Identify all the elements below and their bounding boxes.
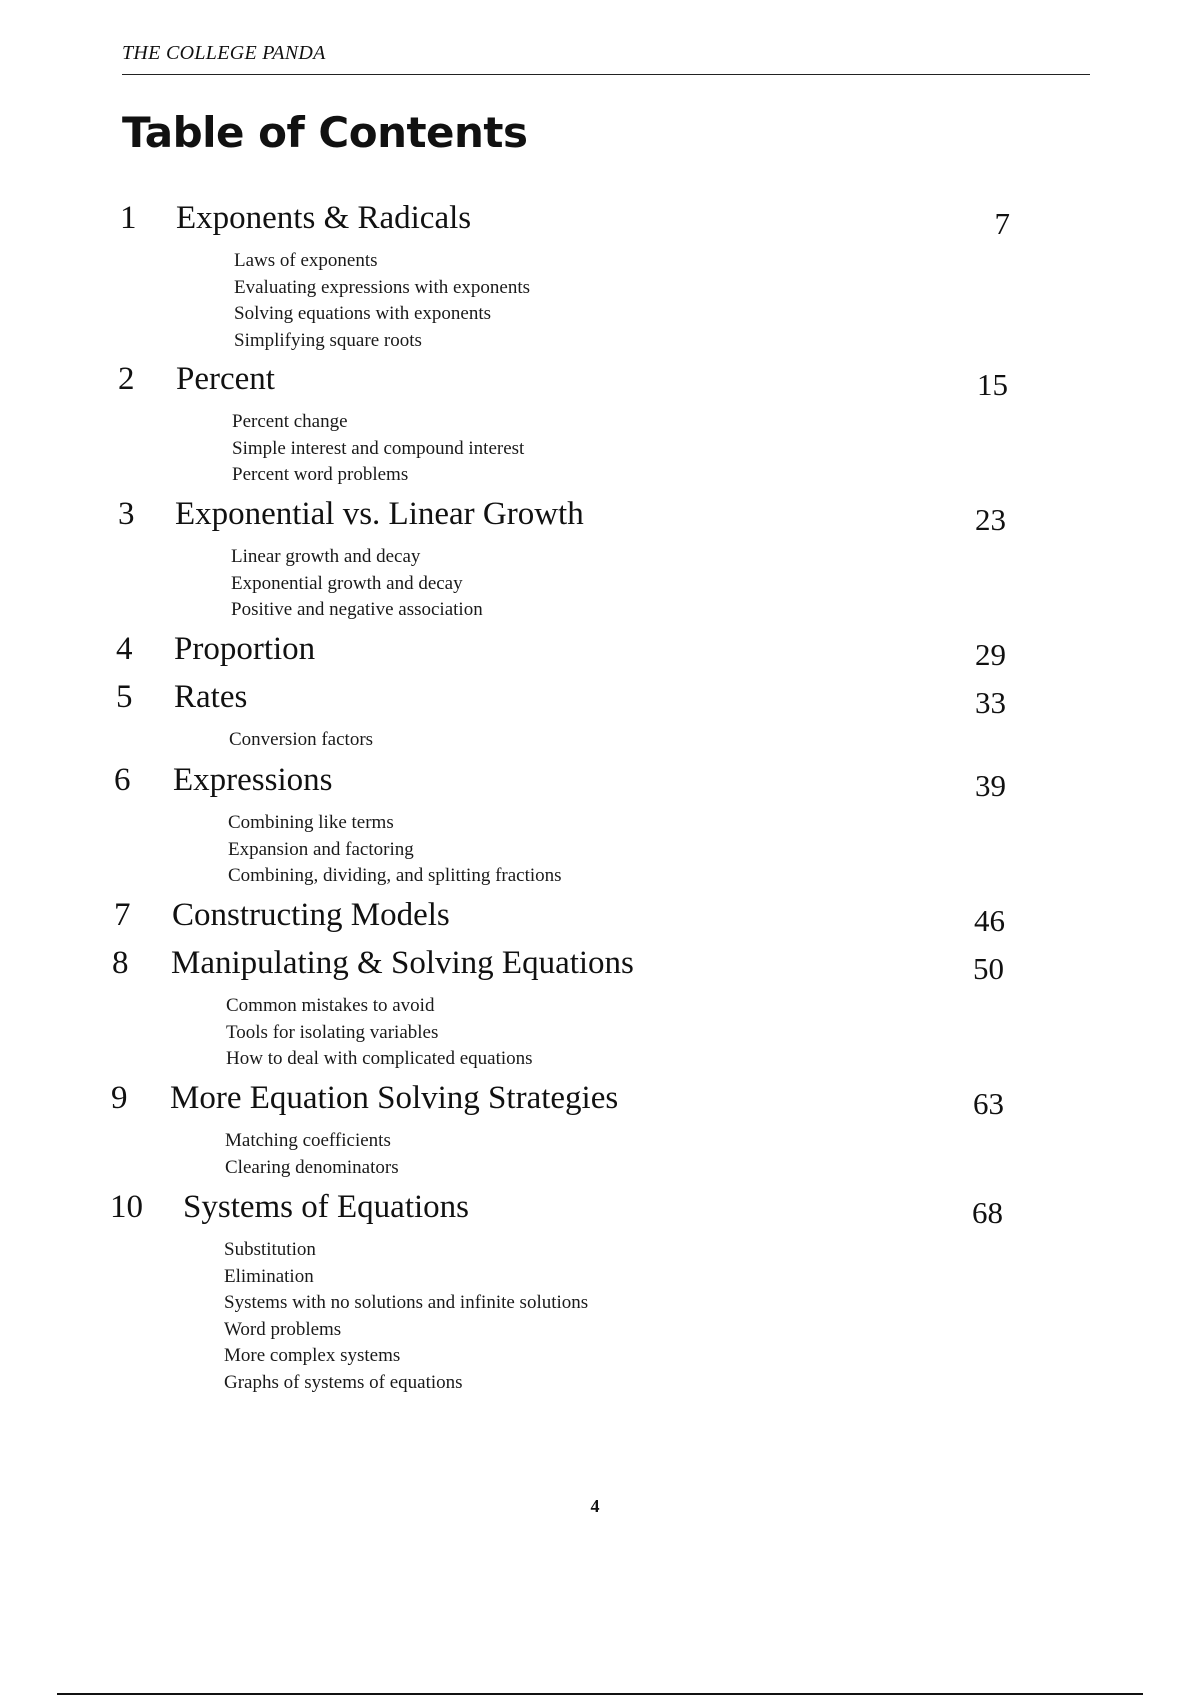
chapter-title: Constructing Models [172, 897, 450, 933]
subtopic-item: Evaluating expressions with exponents [234, 276, 531, 298]
chapter-entry [0, 1189, 1200, 1393]
chapter-entry [0, 1080, 1200, 1178]
subtopic-item: Substitution [224, 1239, 316, 1260]
subtopic-item: Solving equations with exponents [234, 303, 492, 324]
chapter-number: 6 [114, 762, 131, 798]
chapter-heading-row [0, 1189, 1200, 1233]
subtopic-item: Combining like terms [228, 812, 394, 833]
chapter-entry [0, 679, 1200, 750]
subtopic-item: Linear growth and decay [231, 546, 421, 567]
chapter-page-number: 46 [974, 903, 1005, 938]
subtopic-list [234, 248, 530, 354]
chapter-heading-row [0, 945, 1200, 989]
subtopic-item: Tools for isolating variables [226, 1021, 439, 1043]
chapter-page-number: 23 [975, 502, 1006, 537]
subtopic-item: Simplifying square roots [234, 329, 422, 351]
chapter-page-number: 33 [975, 685, 1006, 720]
subtopic-list [231, 544, 483, 624]
chapter-heading-row [0, 762, 1200, 806]
subtopic-item: Graphs of systems of equations [224, 1371, 463, 1393]
chapter-title: Rates [174, 679, 248, 715]
chapter-title: More Equation Solving Strategies [170, 1080, 619, 1116]
chapter-heading-row [0, 361, 1200, 405]
chapter-number: 1 [120, 200, 137, 236]
running-head: THE COLLEGE PANDA [122, 42, 326, 64]
page-number: 4 [590, 1496, 600, 1516]
chapter-entry [0, 496, 1200, 620]
subtopic-list [226, 993, 533, 1073]
subtopic-item: Conversion factors [229, 729, 374, 750]
chapter-title: Proportion [174, 631, 316, 667]
subtopic-item: Systems with no solutions and infinite solutions [224, 1292, 589, 1313]
chapter-entry [0, 361, 1200, 485]
chapter-page-number: 29 [975, 637, 1006, 672]
chapter-page-number: 39 [975, 768, 1006, 803]
chapter-title: Manipulating & Solving Equations [171, 945, 634, 981]
subtopic-item: Expansion and factoring [228, 838, 414, 860]
subtopic-item: Word problems [224, 1318, 342, 1340]
subtopic-item: Combining, dividing, and splitting fractions [228, 865, 562, 886]
subtopic-item: Percent word problems [232, 464, 409, 485]
subtopic-item: Percent change [232, 411, 348, 432]
chapter-heading-row [0, 897, 1200, 941]
subtopic-list [225, 1128, 399, 1181]
chapter-number: 2 [118, 361, 135, 397]
chapter-title: Systems of Equations [183, 1189, 469, 1225]
subtopic-item: More complex systems [224, 1345, 401, 1366]
subtopic-list [232, 409, 524, 489]
chapter-page-number: 15 [977, 367, 1008, 402]
chapter-title: Exponential vs. Linear Growth [175, 496, 584, 532]
chapter-title: Percent [176, 361, 275, 397]
header-rule [122, 74, 1090, 75]
subtopic-list [228, 810, 562, 890]
bottom-rule [57, 1693, 1143, 1695]
subtopic-item: How to deal with complicated equations [226, 1048, 533, 1069]
chapter-title: Expressions [173, 762, 333, 798]
subtopic-list [229, 727, 373, 754]
chapter-number: 8 [112, 945, 129, 981]
subtopic-item: Exponential growth and decay [231, 572, 463, 594]
chapter-number: 9 [111, 1080, 128, 1116]
subtopic-list [224, 1237, 588, 1396]
chapter-heading-row [0, 1080, 1200, 1124]
subtopic-item: Laws of exponents [234, 250, 378, 271]
subtopic-item: Elimination [224, 1265, 314, 1287]
subtopic-item: Simple interest and compound interest [232, 437, 525, 459]
chapter-heading-row [0, 679, 1200, 723]
chapter-number: 7 [114, 897, 131, 933]
chapter-page-number: 68 [972, 1195, 1003, 1230]
chapter-page-number: 63 [973, 1086, 1004, 1121]
chapter-page-number: 7 [994, 206, 1010, 241]
chapter-title: Exponents & Radicals [176, 200, 472, 236]
subtopic-item: Common mistakes to avoid [226, 995, 435, 1016]
subtopic-item: Positive and negative association [231, 599, 483, 620]
chapter-entry [0, 762, 1200, 886]
chapter-heading-row [0, 200, 1200, 244]
chapter-number: 4 [116, 631, 133, 667]
chapter-entry [0, 945, 1200, 1069]
chapter-entry [0, 631, 1200, 675]
chapter-number: 5 [116, 679, 133, 715]
chapter-entry [0, 897, 1200, 941]
chapter-number: 10 [110, 1189, 143, 1225]
subtopic-item: Clearing denominators [225, 1156, 399, 1178]
chapter-heading-row [0, 496, 1200, 540]
page-title: Table of Contents [122, 108, 528, 157]
chapter-entry [0, 200, 1200, 351]
chapter-page-number: 50 [973, 951, 1004, 986]
chapter-number: 3 [118, 496, 135, 532]
chapter-heading-row [0, 631, 1200, 675]
subtopic-item: Matching coefficients [225, 1130, 391, 1151]
